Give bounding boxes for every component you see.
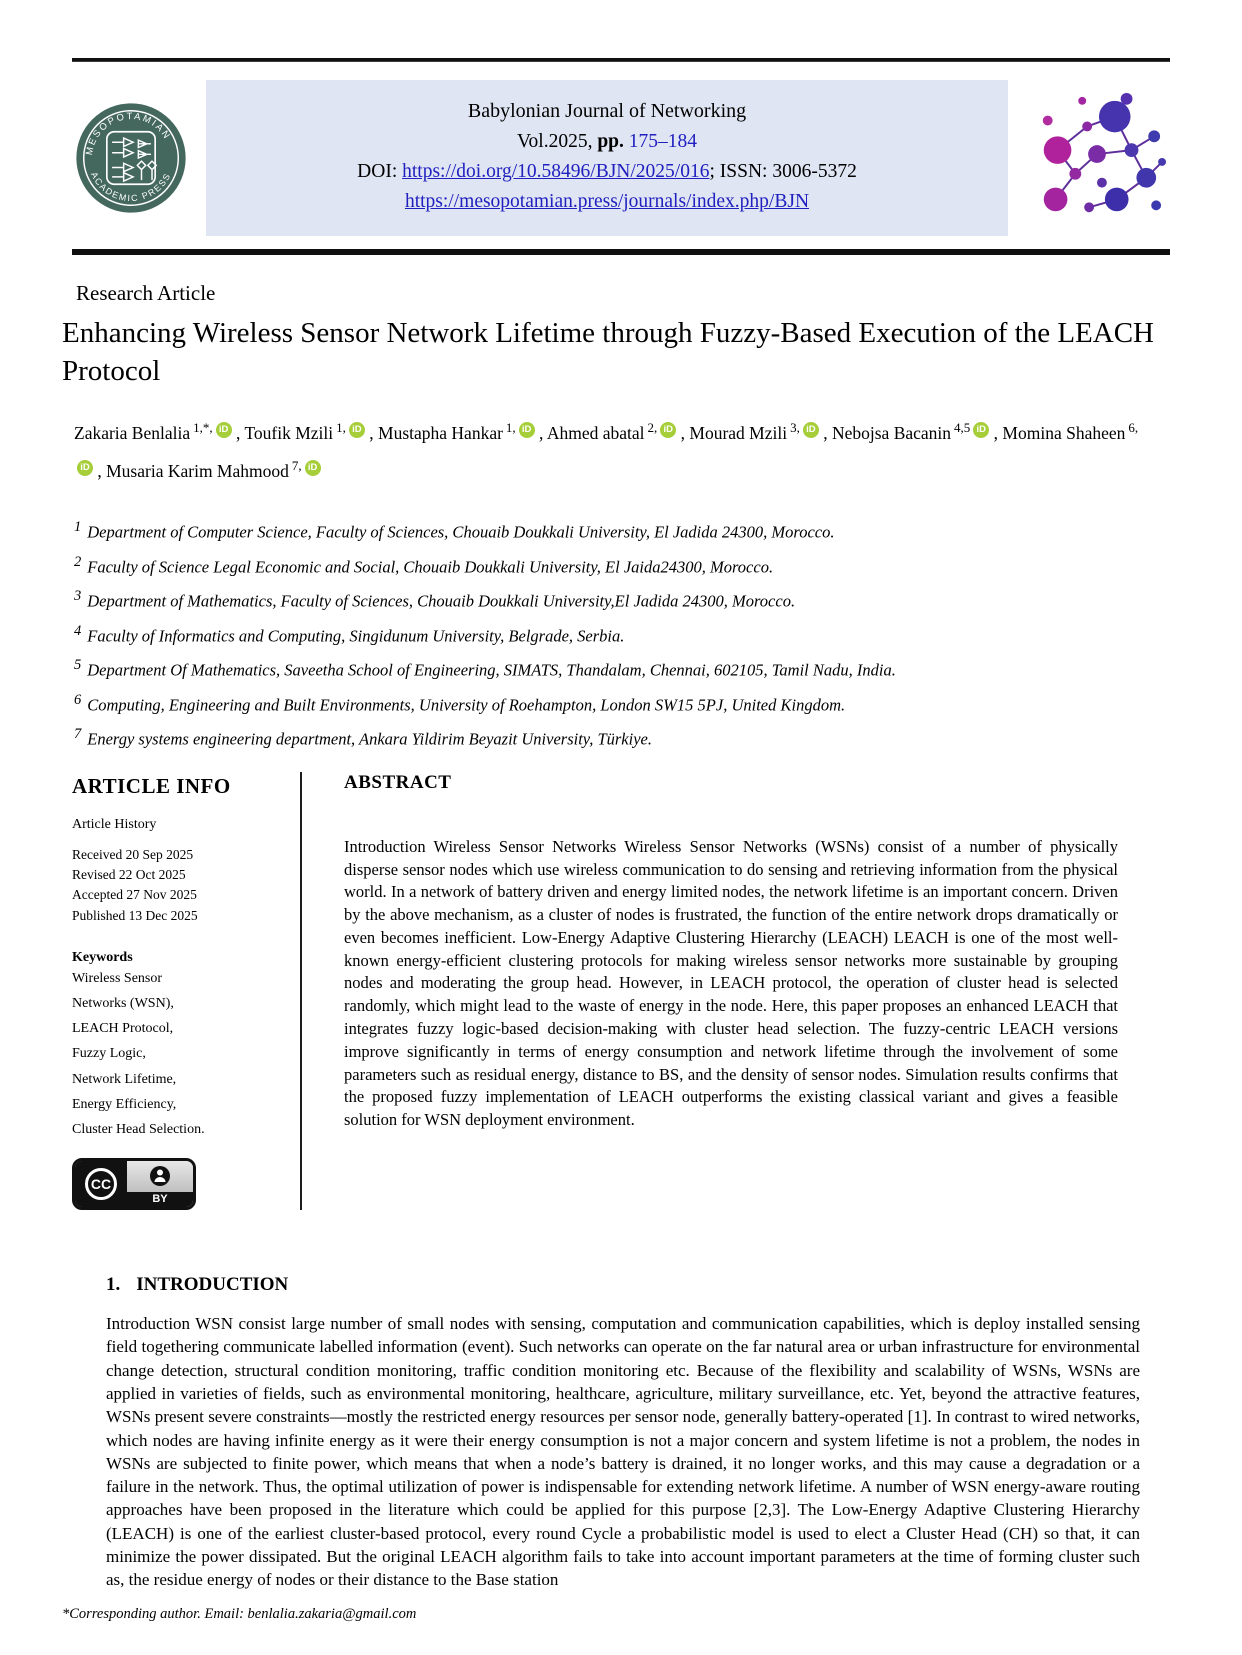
article-type-label: Research Article <box>76 280 216 305</box>
cc-icon: CC <box>75 1161 127 1207</box>
cc-by-license-badge[interactable] <box>72 1158 196 1210</box>
author: , Toufik Mzili $^{1,}$ iD <box>236 423 365 443</box>
volume-pages-line: Vol.2025, pp. 175–184 <box>516 131 698 152</box>
orcid-icon[interactable]: iD <box>216 422 232 438</box>
svg-text:ACADEMIC PRESS: ACADEMIC PRESS <box>88 170 173 204</box>
header-bottom-rule <box>72 249 1170 255</box>
article-history: Received 20 Sep 2025 Revised 22 Oct 2025 Accepted 27 Nov 2025 Published 13 Dec 2025 <box>72 846 198 923</box>
network-graphic <box>1024 89 1170 227</box>
author: , Mustapha Hankar $^{1,}$ iD <box>369 423 534 443</box>
doi-issn-line: DOI: https://doi.org/10.58496/BJN/2025/016; ISSN: 3006-5372 <box>357 161 857 183</box>
affiliation: $^4$ Faculty of Informatics and Computing, Singidunum University, Belgrade, Serbia. <box>74 622 625 646</box>
orcid-icon[interactable]: iD <box>305 460 321 476</box>
journal-header <box>72 80 1170 236</box>
author: , Musaria Karim Mahmood $^{7,}$ iD <box>97 461 320 481</box>
by-label: BY <box>127 1192 193 1207</box>
journal-title: Babylonian Journal of Networking <box>467 100 747 122</box>
abstract-column <box>302 772 1118 1210</box>
introduction-section <box>106 1274 1140 1591</box>
paper-title: Enhancing Wireless Sensor Network Lifetime through Fuzzy-Based Execution of the LEACH Protocol <box>62 316 1154 387</box>
affiliation: $^6$ Computing, Engineering and Built Environments, University of Roehampton, London SW15 5PJ, United Kingdom. <box>74 691 846 715</box>
page-range: 175–184 <box>623 131 698 152</box>
keywords-list: Wireless Sensor Networks (WSN), LEACH Protocol, Fuzzy Logic, Network Lifetime, Energy Efficiency, Cluster Head Selection. <box>72 970 205 1137</box>
author: , Momina Shaheen $^{6,}$iD <box>74 423 1138 481</box>
author: , Nebojsa Bacanin $^{4,5}$ iD <box>823 423 989 443</box>
orcid-icon[interactable]: iD <box>77 460 93 476</box>
publisher-logo <box>72 96 190 220</box>
affiliation: $^1$ Department of Computer Science, Faculty of Sciences, Chouaib Doukkali University, El Jadida 24300, Morocco. <box>74 519 835 542</box>
affiliation: $^7$ Energy systems engineering department, Ankara Yildirim Beyazit University, Türkiye. <box>74 726 652 749</box>
abstract-heading: ABSTRACT <box>344 771 452 793</box>
orcid-icon[interactable]: iD <box>803 422 819 438</box>
affiliation: $^5$ Department Of Mathematics, Saveetha School of Engineering, SIMATS, Thandalam, Chennai, 602105, Tamil Nadu, India. <box>74 657 896 680</box>
person-icon <box>149 1165 171 1192</box>
orcid-icon[interactable]: iD <box>519 422 535 438</box>
mesopotamian-press-logo-icon <box>74 96 188 220</box>
author: , Ahmed abatal $^{2,}$ iD <box>539 423 676 443</box>
affiliation-list <box>74 519 1170 750</box>
author-list <box>74 414 1147 489</box>
journal-info-box <box>206 80 1008 236</box>
introduction-heading: 1. INTRODUCTION <box>106 1274 289 1296</box>
svg-text:MESOPOTAMIAN: MESOPOTAMIAN <box>84 110 173 156</box>
network-dots-icon <box>1026 89 1168 227</box>
article-history-label: Article History <box>72 816 157 832</box>
author: Zakaria Benlalia $^{1,*,}$ iD <box>74 423 232 443</box>
orcid-icon[interactable]: iD <box>660 422 676 438</box>
orcid-icon[interactable]: iD <box>349 422 365 438</box>
author: , Mourad Mzili $^{3,}$ iD <box>681 423 819 443</box>
affiliation: $^2$ Faculty of Science Legal Economic and Social, Chouaib Doukkali University, El Jaida24300, Morocco. <box>74 553 774 577</box>
article-info-column <box>72 772 300 1210</box>
corresponding-author-note: *Corresponding author. Email: benlalia.zakaria@gmail.com <box>62 1605 417 1622</box>
article-info-heading: ARTICLE INFO <box>72 773 231 798</box>
affiliation: $^3$ Department of Mathematics, Faculty of Sciences, Chouaib Doukkali University,El Jadida 24300, Morocco. <box>74 588 796 611</box>
keywords-label: Keywords <box>72 949 133 965</box>
orcid-icon[interactable]: iD <box>973 422 989 438</box>
doi-link[interactable]: https://doi.org/10.58496/BJN/2025/016 <box>402 161 710 183</box>
abstract-text: Introduction Wireless Sensor Networks Wireless Sensor Networks (WSNs) consist of a number of physically disperse sensor nodes which use wireless communication to do sensing and retrieving information from the physical world. In a network of battery driven and energy limited nodes, the network lifetime is an important concern. Driven by the above mechanism, as a cluster of nodes is frustrated, the function of the entire network drops dramatically or even becomes inefficient. Low-Energy Adaptive Clustering Hierarchy (LEACH) LEACH is one of the most well-known energy-efficient clustering protocols for making wireless sensor networks more sustainable by grouping nodes and moderating the group head. However, in LEACH protocol, the operation of cluster head is selected randomly, which might lead to the waste of energy in the node. Here, this paper proposes an enhanced LEACH that integrates fuzzy logic-based decision-making with cluster head selection. The fuzzy-centric LEACH versions improve significantly in terms of energy consumption and network lifetime through the involvement of some parameters such as residual energy, distance to BS, and the density of sensor nodes. Simulation results confirms that the proposed fuzzy implementation of LEACH outperforms the existing classical variant and gives a feasible solution for WSN deployment environment. <box>344 836 1118 1130</box>
introduction-text: Introduction WSN consist large number of small nodes with sensing, computation and communication capabilities, which is deploy installed sensing field togethering communicate labelled information (event). Such networks can operate on the far natural area or urban infrastructure for environmental change detection, structural condition monitoring, traffic condition monitoring etc. Because of the flexibility and scalability of WSNs, WSNs are applied in varieties of fields, such as environmental monitoring, healthcare, agriculture, military surveillance, etc. Yet, beyond the attractive features, WSNs present severe constraints—mostly the restricted energy resources per sensor node, generally battery-operated [1]. In contrast to wired networks, which nodes are having infinite energy as it were their energy consumption is not a major concern and system lifetime is not a problem, the nodes in WSNs are subjected to finite power, which means that when a node’s battery is drained, it no longer works, and this may cause a degradation or a failure in the network. Thus, the optimal utilization of power is indispensable for extending network lifetime. A number of WSN energy-aware routing approaches have been proposed in the literature which could be applied for this purpose [2,3]. The Low-Energy Adaptive Clustering Hierarchy (LEACH) is one of the earliest cluster-based protocol, every round Cycle a probabilistic model is used to elect a Cluster Head (CH) so that, it can minimize the power dissipated. But the original LEACH algorithm fails to take into account important parameters at the time of forming cluster such as, the residue energy of nodes or their distance to the Base station <box>106 1314 1140 1590</box>
journal-url-link[interactable]: https://mesopotamian.press/journals/index.php/BJN <box>404 191 810 213</box>
top-rule <box>72 58 1170 62</box>
info-abstract-section <box>72 772 1118 1210</box>
